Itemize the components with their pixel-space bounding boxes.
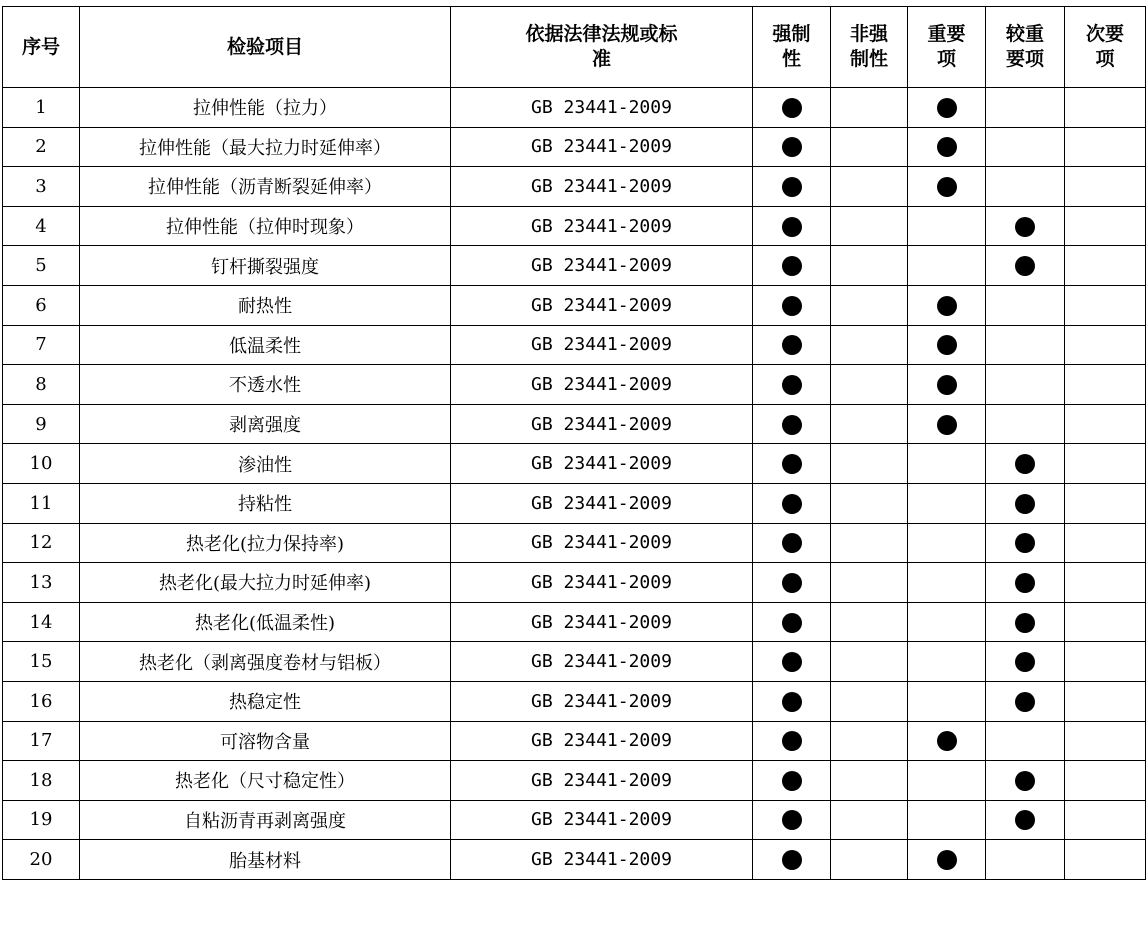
inspection-item: 拉伸性能（最大拉力时延伸率）	[80, 127, 451, 167]
filled-dot-icon	[782, 454, 802, 474]
cell-important	[908, 325, 986, 365]
inspection-item: 热老化（尺寸稳定性）	[80, 761, 451, 801]
cell-non-mandatory	[831, 563, 908, 603]
table-row	[3, 642, 1146, 682]
cell-mandatory	[753, 483, 831, 523]
cell-mandatory	[753, 523, 831, 563]
row-number: 15	[3, 642, 80, 682]
cell-secondary	[1065, 681, 1146, 721]
cell-secondary	[1065, 761, 1146, 801]
row-number: 20	[3, 840, 80, 880]
header-important: 重要项	[908, 7, 986, 88]
standard-code: GB 23441-2009	[451, 761, 753, 801]
table-row	[3, 444, 1146, 484]
cell-important	[908, 840, 986, 880]
inspection-item: 热老化（剥离强度卷材与铝板）	[80, 642, 451, 682]
header-row	[3, 7, 1146, 88]
cell-mandatory	[753, 840, 831, 880]
header-no: 序号	[3, 7, 80, 88]
cell-mandatory	[753, 127, 831, 167]
filled-dot-icon	[1015, 533, 1035, 553]
cell-important	[908, 246, 986, 286]
standard-code: GB 23441-2009	[451, 642, 753, 682]
filled-dot-icon	[1015, 652, 1035, 672]
inspection-item: 拉伸性能（沥青断裂延伸率）	[80, 167, 451, 207]
row-number: 19	[3, 800, 80, 840]
cell-important	[908, 761, 986, 801]
cell-secondary	[1065, 563, 1146, 603]
filled-dot-icon	[937, 98, 957, 118]
row-number: 8	[3, 365, 80, 405]
cell-secondary	[1065, 444, 1146, 484]
table-row	[3, 167, 1146, 207]
filled-dot-icon	[1015, 771, 1035, 791]
filled-dot-icon	[782, 256, 802, 276]
table-row	[3, 285, 1146, 325]
cell-mandatory	[753, 285, 831, 325]
header-mandatory: 强制性	[753, 7, 831, 88]
cell-fairly-important	[986, 840, 1065, 880]
cell-secondary	[1065, 721, 1146, 761]
filled-dot-icon	[1015, 494, 1035, 514]
cell-important	[908, 444, 986, 484]
inspection-item: 剥离强度	[80, 404, 451, 444]
filled-dot-icon	[1015, 573, 1035, 593]
inspection-item: 拉伸性能（拉伸时现象）	[80, 206, 451, 246]
cell-secondary	[1065, 602, 1146, 642]
table-row	[3, 325, 1146, 365]
filled-dot-icon	[1015, 256, 1035, 276]
filled-dot-icon	[782, 296, 802, 316]
row-number: 10	[3, 444, 80, 484]
cell-fairly-important	[986, 721, 1065, 761]
cell-secondary	[1065, 642, 1146, 682]
cell-fairly-important	[986, 246, 1065, 286]
header-fairly-important: 较重要项	[986, 7, 1065, 88]
cell-fairly-important	[986, 404, 1065, 444]
cell-fairly-important	[986, 444, 1065, 484]
cell-important	[908, 642, 986, 682]
table-body	[3, 88, 1146, 880]
table-row	[3, 523, 1146, 563]
filled-dot-icon	[782, 850, 802, 870]
table-row	[3, 483, 1146, 523]
standard-code: GB 23441-2009	[451, 444, 753, 484]
row-number: 7	[3, 325, 80, 365]
standard-code: GB 23441-2009	[451, 602, 753, 642]
cell-mandatory	[753, 167, 831, 207]
cell-important	[908, 127, 986, 167]
row-number: 13	[3, 563, 80, 603]
standard-code: GB 23441-2009	[451, 404, 753, 444]
row-number: 9	[3, 404, 80, 444]
row-number: 18	[3, 761, 80, 801]
cell-fairly-important	[986, 523, 1065, 563]
cell-important	[908, 88, 986, 128]
filled-dot-icon	[937, 850, 957, 870]
filled-dot-icon	[782, 217, 802, 237]
cell-secondary	[1065, 483, 1146, 523]
table-row	[3, 761, 1146, 801]
row-number: 16	[3, 681, 80, 721]
cell-non-mandatory	[831, 444, 908, 484]
cell-non-mandatory	[831, 246, 908, 286]
cell-mandatory	[753, 681, 831, 721]
filled-dot-icon	[937, 177, 957, 197]
filled-dot-icon	[782, 652, 802, 672]
cell-fairly-important	[986, 88, 1065, 128]
inspection-items-table	[2, 6, 1146, 880]
table-row	[3, 563, 1146, 603]
standard-code: GB 23441-2009	[451, 206, 753, 246]
filled-dot-icon	[937, 296, 957, 316]
cell-fairly-important	[986, 167, 1065, 207]
cell-fairly-important	[986, 285, 1065, 325]
filled-dot-icon	[782, 415, 802, 435]
inspection-item: 自粘沥青再剥离强度	[80, 800, 451, 840]
cell-fairly-important	[986, 325, 1065, 365]
row-number: 5	[3, 246, 80, 286]
inspection-item: 拉伸性能（拉力）	[80, 88, 451, 128]
filled-dot-icon	[1015, 692, 1035, 712]
cell-non-mandatory	[831, 365, 908, 405]
standard-code: GB 23441-2009	[451, 563, 753, 603]
cell-mandatory	[753, 800, 831, 840]
header-secondary: 次要项	[1065, 7, 1146, 88]
table-row	[3, 88, 1146, 128]
cell-non-mandatory	[831, 681, 908, 721]
cell-secondary	[1065, 285, 1146, 325]
inspection-item: 热老化(最大拉力时延伸率)	[80, 563, 451, 603]
cell-important	[908, 800, 986, 840]
cell-non-mandatory	[831, 127, 908, 167]
cell-mandatory	[753, 721, 831, 761]
cell-secondary	[1065, 840, 1146, 880]
filled-dot-icon	[782, 494, 802, 514]
cell-non-mandatory	[831, 800, 908, 840]
standard-code: GB 23441-2009	[451, 88, 753, 128]
filled-dot-icon	[937, 375, 957, 395]
cell-non-mandatory	[831, 285, 908, 325]
standard-code: GB 23441-2009	[451, 127, 753, 167]
cell-non-mandatory	[831, 404, 908, 444]
cell-fairly-important	[986, 681, 1065, 721]
filled-dot-icon	[937, 731, 957, 751]
table-row	[3, 127, 1146, 167]
row-number: 2	[3, 127, 80, 167]
cell-non-mandatory	[831, 840, 908, 880]
standard-code: GB 23441-2009	[451, 483, 753, 523]
row-number: 4	[3, 206, 80, 246]
inspection-item: 渗油性	[80, 444, 451, 484]
inspection-item: 耐热性	[80, 285, 451, 325]
filled-dot-icon	[782, 692, 802, 712]
inspection-item: 持粘性	[80, 483, 451, 523]
cell-non-mandatory	[831, 88, 908, 128]
filled-dot-icon	[782, 98, 802, 118]
filled-dot-icon	[937, 335, 957, 355]
inspection-item: 热老化(低温柔性)	[80, 602, 451, 642]
cell-secondary	[1065, 800, 1146, 840]
filled-dot-icon	[782, 810, 802, 830]
cell-secondary	[1065, 206, 1146, 246]
filled-dot-icon	[782, 771, 802, 791]
cell-secondary	[1065, 246, 1146, 286]
row-number: 17	[3, 721, 80, 761]
cell-non-mandatory	[831, 483, 908, 523]
filled-dot-icon	[782, 137, 802, 157]
cell-non-mandatory	[831, 761, 908, 801]
cell-mandatory	[753, 444, 831, 484]
standard-code: GB 23441-2009	[451, 523, 753, 563]
inspection-item: 可溶物含量	[80, 721, 451, 761]
filled-dot-icon	[1015, 217, 1035, 237]
cell-important	[908, 365, 986, 405]
standard-code: GB 23441-2009	[451, 840, 753, 880]
table-row	[3, 404, 1146, 444]
filled-dot-icon	[782, 573, 802, 593]
table-row	[3, 246, 1146, 286]
cell-secondary	[1065, 365, 1146, 405]
cell-mandatory	[753, 642, 831, 682]
cell-fairly-important	[986, 761, 1065, 801]
cell-important	[908, 404, 986, 444]
cell-secondary	[1065, 167, 1146, 207]
header-non-mandatory: 非强制性	[831, 7, 908, 88]
filled-dot-icon	[937, 137, 957, 157]
cell-important	[908, 167, 986, 207]
cell-secondary	[1065, 88, 1146, 128]
cell-fairly-important	[986, 365, 1065, 405]
cell-mandatory	[753, 602, 831, 642]
inspection-item: 不透水性	[80, 365, 451, 405]
filled-dot-icon	[1015, 454, 1035, 474]
cell-non-mandatory	[831, 167, 908, 207]
cell-mandatory	[753, 246, 831, 286]
cell-important	[908, 483, 986, 523]
header-item: 检验项目	[80, 7, 451, 88]
cell-non-mandatory	[831, 206, 908, 246]
cell-mandatory	[753, 404, 831, 444]
cell-fairly-important	[986, 127, 1065, 167]
filled-dot-icon	[937, 415, 957, 435]
standard-code: GB 23441-2009	[451, 800, 753, 840]
standard-code: GB 23441-2009	[451, 365, 753, 405]
inspection-item: 低温柔性	[80, 325, 451, 365]
header-basis: 依据法律法规或标准	[451, 7, 753, 88]
cell-secondary	[1065, 523, 1146, 563]
cell-mandatory	[753, 365, 831, 405]
cell-fairly-important	[986, 563, 1065, 603]
cell-important	[908, 681, 986, 721]
row-number: 14	[3, 602, 80, 642]
table-row	[3, 206, 1146, 246]
cell-important	[908, 206, 986, 246]
filled-dot-icon	[782, 335, 802, 355]
inspection-item: 热稳定性	[80, 681, 451, 721]
row-number: 1	[3, 88, 80, 128]
cell-secondary	[1065, 404, 1146, 444]
table-row	[3, 800, 1146, 840]
cell-mandatory	[753, 206, 831, 246]
cell-non-mandatory	[831, 523, 908, 563]
cell-fairly-important	[986, 206, 1065, 246]
row-number: 11	[3, 483, 80, 523]
cell-important	[908, 721, 986, 761]
row-number: 3	[3, 167, 80, 207]
cell-mandatory	[753, 88, 831, 128]
standard-code: GB 23441-2009	[451, 285, 753, 325]
standard-code: GB 23441-2009	[451, 246, 753, 286]
table-row	[3, 681, 1146, 721]
inspection-item: 热老化(拉力保持率)	[80, 523, 451, 563]
inspection-item: 钉杆撕裂强度	[80, 246, 451, 286]
cell-non-mandatory	[831, 602, 908, 642]
filled-dot-icon	[1015, 810, 1035, 830]
table-row	[3, 840, 1146, 880]
cell-fairly-important	[986, 483, 1065, 523]
cell-important	[908, 602, 986, 642]
filled-dot-icon	[1015, 613, 1035, 633]
filled-dot-icon	[782, 533, 802, 553]
standard-code: GB 23441-2009	[451, 681, 753, 721]
cell-fairly-important	[986, 642, 1065, 682]
filled-dot-icon	[782, 375, 802, 395]
cell-important	[908, 523, 986, 563]
cell-mandatory	[753, 563, 831, 603]
filled-dot-icon	[782, 613, 802, 633]
table-row	[3, 602, 1146, 642]
cell-fairly-important	[986, 602, 1065, 642]
standard-code: GB 23441-2009	[451, 167, 753, 207]
inspection-item: 胎基材料	[80, 840, 451, 880]
cell-secondary	[1065, 325, 1146, 365]
cell-non-mandatory	[831, 325, 908, 365]
row-number: 12	[3, 523, 80, 563]
filled-dot-icon	[782, 731, 802, 751]
cell-fairly-important	[986, 800, 1065, 840]
cell-non-mandatory	[831, 721, 908, 761]
cell-important	[908, 563, 986, 603]
cell-secondary	[1065, 127, 1146, 167]
standard-code: GB 23441-2009	[451, 325, 753, 365]
row-number: 6	[3, 285, 80, 325]
cell-mandatory	[753, 761, 831, 801]
cell-non-mandatory	[831, 642, 908, 682]
table-row	[3, 365, 1146, 405]
table-row	[3, 721, 1146, 761]
cell-mandatory	[753, 325, 831, 365]
filled-dot-icon	[782, 177, 802, 197]
cell-important	[908, 285, 986, 325]
standard-code: GB 23441-2009	[451, 721, 753, 761]
